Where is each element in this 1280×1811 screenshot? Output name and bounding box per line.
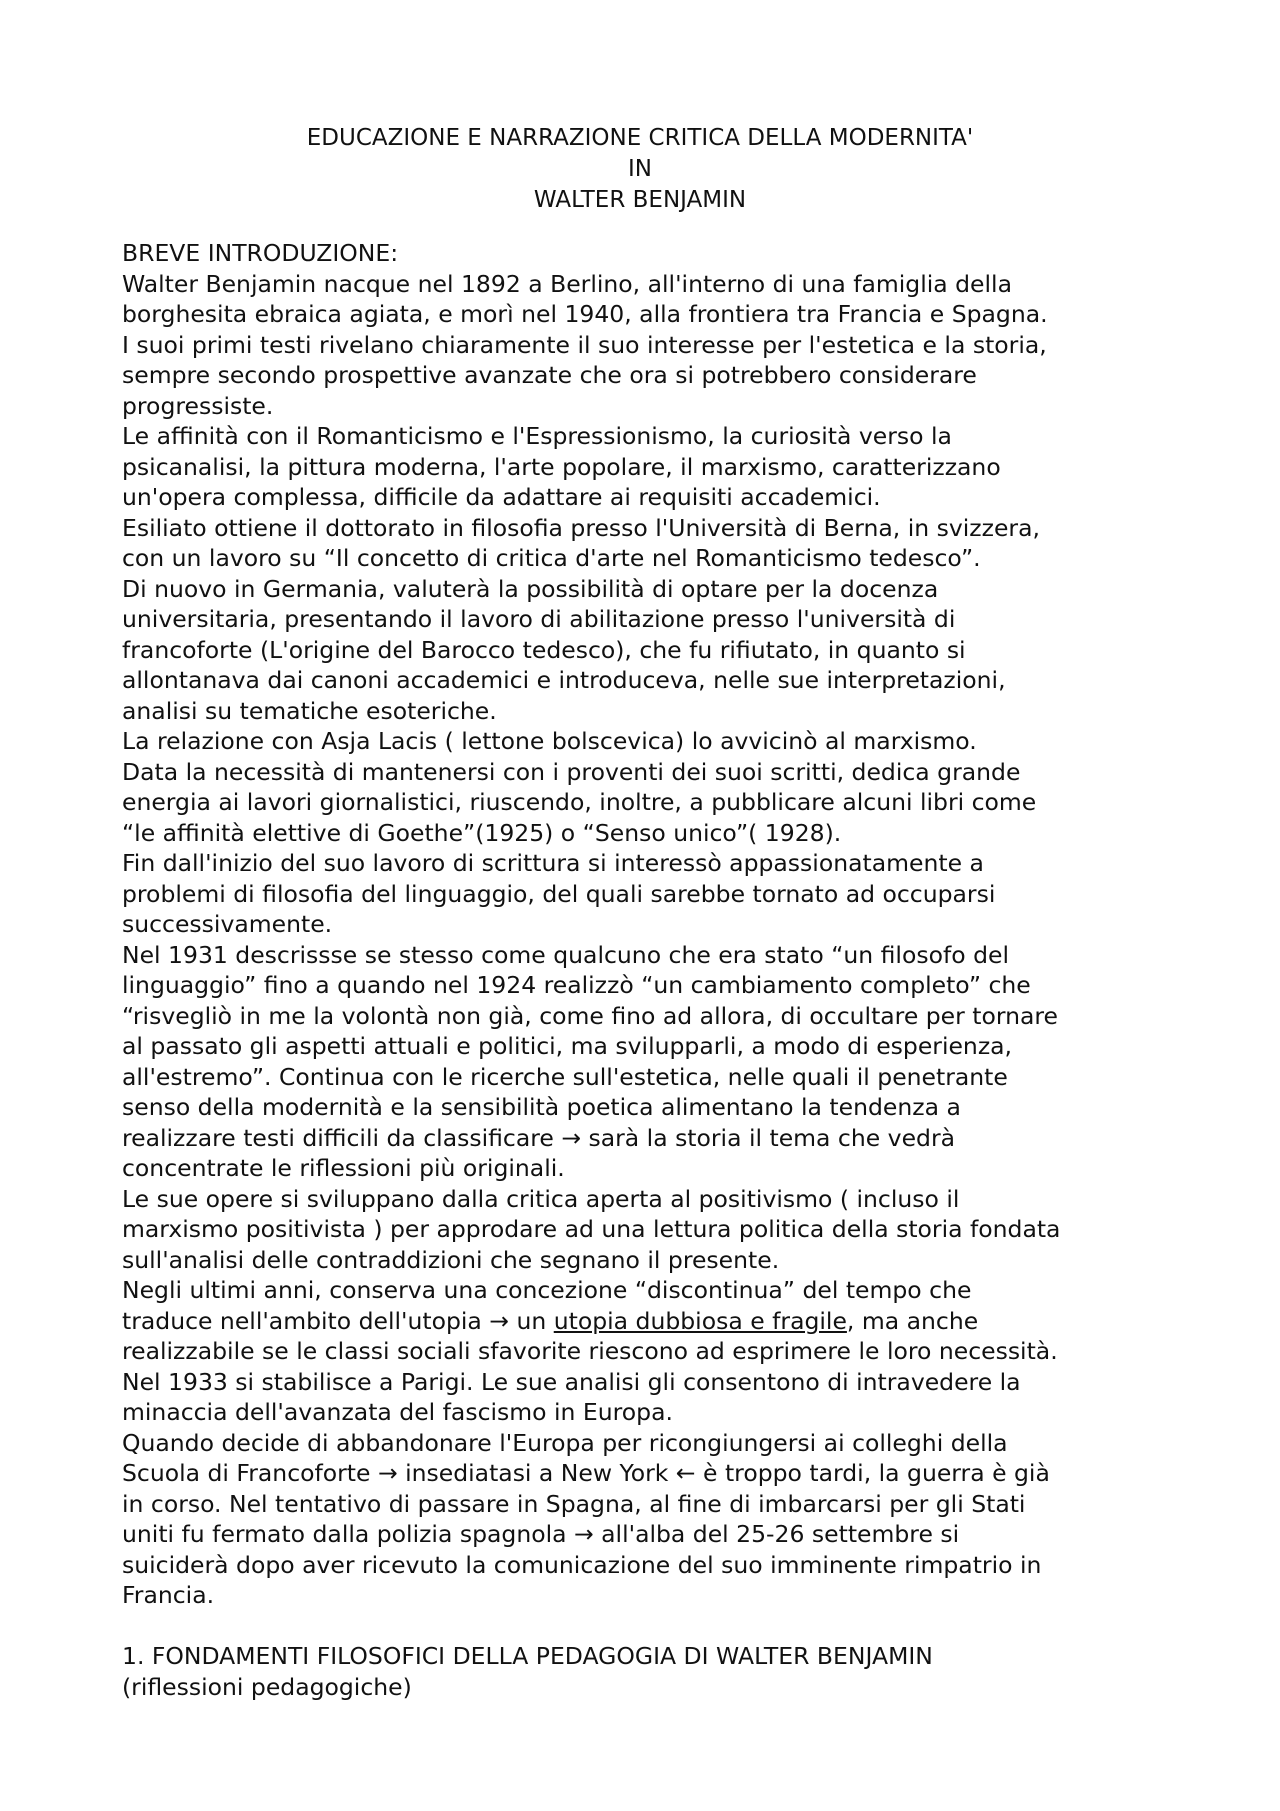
paragraph-line: psicanalisi, la pittura moderna, l'arte popolare, il marxismo, caratterizzano	[122, 452, 1001, 481]
paragraph-line: Negli ultimi anni, conserva una concezione “discontinua” del tempo che	[122, 1276, 972, 1304]
paragraph-line: Nel 1933 si stabilisce a Parigi. Le sue analisi gli consentono di intravedere la	[122, 1367, 1021, 1396]
paragraph-line: sempre secondo prospettive avanzate che ora si potrebbero considerare	[122, 361, 977, 389]
paragraph-line: Data la necessità di mantenersi con i proventi dei suoi scritti, dedica grande	[122, 757, 1021, 786]
paragraph-line: Le sue opere si sviluppano dalla critica aperta al positivismo ( incluso il	[122, 1184, 960, 1213]
paragraph-line: Di nuovo in Germania, valuterà la possibilità di optare per la docenza	[122, 574, 939, 603]
document-title	[0, 123, 1280, 216]
utopia-line	[122, 1306, 1202, 1337]
paragraph-line: Esiliato ottiene il dottorato in filosofia presso l'Università di Berna, in svizzera,	[122, 513, 1040, 542]
section-heading: 1. FONDAMENTI FILOSOFICI DELLA PEDAGOGIA DI WALTER BENJAMIN	[122, 1642, 933, 1670]
paragraph-line: allontanava dai canoni accademici e introduceva, nelle sue interpretazioni,	[122, 666, 1006, 694]
paragraph-line: realizzabile se le classi sociali sfavorite riescono ad esprimere le loro necessità.	[122, 1337, 1058, 1365]
intro-heading: BREVE INTRODUZIONE:	[122, 239, 399, 267]
utopia-line-after: , ma anche	[846, 1306, 979, 1335]
paragraph-line: energia ai lavori giornalistici, riuscendo, inoltre, a pubblicare alcuni libri come	[122, 788, 1037, 816]
paragraph-line: Quando decide di abbandonare l'Europa per ricongiungersi ai colleghi della	[122, 1428, 1008, 1457]
paragraph-line: in corso. Nel tentativo di passare in Spagna, al fine di imbarcarsi per gli Stati	[122, 1489, 1026, 1518]
document-body	[122, 238, 1202, 1702]
paragraph-line: senso della modernità e la sensibilità poetica alimentano la tendenza a	[122, 1093, 961, 1121]
paragraph-line: marxismo positivista ) per approdare ad una lettura politica della storia fondata	[122, 1215, 1061, 1243]
paragraph-line: Francia.	[122, 1581, 215, 1609]
paragraph-line: borghesita ebraica agiata, e morì nel 1940, alla frontiera tra Francia e Spagna.	[122, 300, 1048, 328]
paragraph-line: Nel 1931 descrissse se stesso come qualcuno che era stato “un filosofo del	[122, 940, 1009, 969]
title-line-1: EDUCAZIONE E NARRAZIONE CRITICA DELLA MODERNITA'	[306, 125, 974, 151]
paragraph-line: sull'analisi delle contraddizioni che segnano il presente.	[122, 1245, 780, 1274]
paragraph-line: Walter Benjamin nacque nel 1892 a Berlino, all'interno di una famiglia della	[122, 269, 1012, 298]
paragraph-line: Le affinità con il Romanticismo e l'Espressionismo, la curiosità verso la	[122, 422, 952, 450]
paragraph-line: “le affinità elettive di Goethe”(1925) o “Senso unico”( 1928).	[122, 818, 842, 847]
paragraph-line: con un lavoro su “Il concetto di critica d'arte nel Romanticismo tedesco”.	[122, 544, 981, 572]
paragraph-line: analisi su tematiche esoteriche.	[122, 696, 497, 725]
underlined-phrase: utopia dubbiosa e fragile	[553, 1306, 847, 1335]
paragraph-line: un'opera complessa, difficile da adattare ai requisiti accademici.	[122, 483, 881, 511]
paragraph-line: all'estremo”. Continua con le ricerche sull'estetica, nelle quali il penetrante	[122, 1062, 1008, 1091]
paragraph-line: progressiste.	[122, 391, 274, 420]
paragraph-line: francoforte (L'origine del Barocco tedesco), che fu rifiutato, in quanto si	[122, 635, 966, 664]
paragraph-line: minaccia dell'avanzata del fascismo in Europa.	[122, 1398, 673, 1426]
paragraph-line: La relazione con Asja Lacis ( lettone bolscevica) lo avvicinò al marxismo.	[122, 727, 977, 755]
paragraph-line: concentrate le riflessioni più originali.	[122, 1154, 565, 1182]
blank-line	[122, 1611, 1202, 1642]
paragraph-line: uniti fu fermato dalla polizia spagnola → all'alba del 25-26 settembre si	[122, 1520, 960, 1548]
paragraph-line: I suoi primi testi rivelano chiaramente il suo interesse per l'estetica e la storia,	[122, 330, 1047, 359]
title-line-3: WALTER BENJAMIN	[533, 187, 747, 213]
paragraph-line: realizzare testi difficili da classificare → sarà la storia il tema che vedrà	[122, 1123, 956, 1152]
section-subheading: (riflessioni pedagogiche)	[122, 1672, 412, 1701]
paragraph-line: linguaggio” fino a quando nel 1924 realizzò “un cambiamento completo” che	[122, 971, 1031, 999]
title-line-2: IN	[628, 156, 652, 182]
utopia-line-before: traduce nell'ambito dell'utopia → un	[122, 1306, 554, 1335]
paragraph-line: suiciderà dopo aver ricevuto la comunicazione del suo imminente rimpatrio in	[122, 1550, 1042, 1579]
paragraph-line: Fin dall'inizio del suo lavoro di scrittura si interessò appassionatamente a	[122, 849, 984, 877]
paragraph-line: Scuola di Francoforte → insediatasi a New York ← è troppo tardi, la guerra è già	[122, 1459, 1050, 1487]
paragraph-line: “risvegliò in me la volontà non già, come fino ad allora, di occultare per tornare	[122, 1001, 1058, 1030]
paragraph-line: problemi di filosofia del linguaggio, del quali sarebbe tornato ad occuparsi	[122, 879, 996, 908]
paragraph-line: al passato gli aspetti attuali e politici, ma svilupparli, a modo di esperienza,	[122, 1032, 1013, 1060]
paragraph-line: successivamente.	[122, 910, 333, 938]
paragraph-line: universitaria, presentando il lavoro di abilitazione presso l'università di	[122, 605, 956, 633]
